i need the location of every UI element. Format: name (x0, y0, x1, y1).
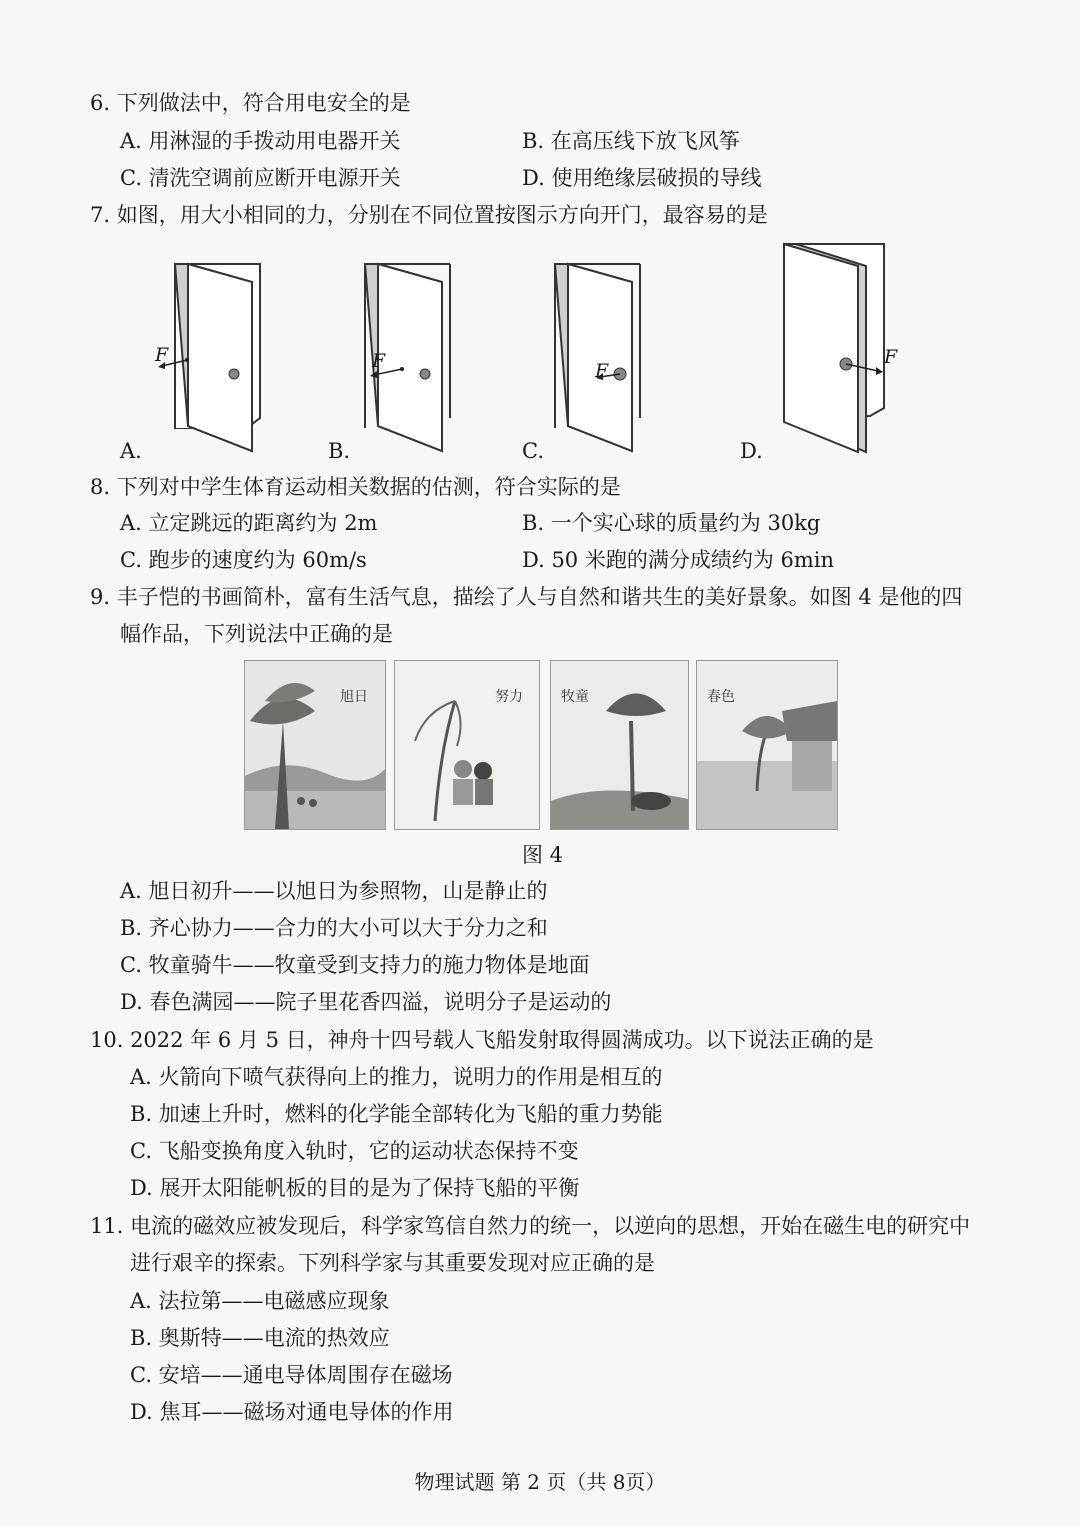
q11-option-d: D. 焦耳——磁场对通电导体的作用 (130, 1400, 454, 1424)
q11-option-c: C. 安培——通电导体周围存在磁场 (130, 1363, 453, 1387)
q9-option-c: C. 牧童骑牛——牧童受到支持力的施力物体是地面 (120, 953, 590, 977)
page-footer: 物理试题 第 2 页（共 8页） (414, 1470, 666, 1494)
svg-text:牧童: 牧童 (561, 689, 589, 705)
door-label-c: C. (522, 439, 544, 463)
force-label-a: F (155, 344, 169, 366)
door-d-figure (784, 244, 884, 452)
force-label-d: F (884, 346, 898, 368)
painting-sunrise (244, 660, 386, 830)
q11-stem-line1: 11. 电流的磁效应被发现后，科学家笃信自然力的统一，以逆向的思想，开始在磁生电的研究中 (90, 1214, 971, 1238)
q9-option-d: D. 春色满园——院子里花香四溢，说明分子是运动的 (120, 990, 612, 1014)
q7-stem: 7. 如图，用大小相同的力，分别在不同位置按图示方向开门，最容易的是 (90, 203, 768, 227)
q8-stem: 8. 下列对中学生体育运动相关数据的估测，符合实际的是 (90, 475, 621, 499)
q10-option-a: A. 火箭向下喷气获得向上的推力，说明力的作用是相互的 (130, 1065, 663, 1089)
q6-stem: 6. 下列做法中，符合用电安全的是 (90, 91, 411, 115)
door-c-figure (555, 264, 640, 451)
figure-4-caption: 图 4 (522, 843, 564, 867)
q8-option-d: D. 50 米跑的满分成绩约为 6min (522, 548, 835, 572)
q6-option-d: D. 使用绝缘层破损的导线 (522, 166, 762, 190)
force-label-b: F (372, 350, 386, 372)
q8-option-a: A. 立定跳远的距离约为 2m (120, 511, 378, 535)
door-label-a: A. (120, 439, 142, 463)
q9-stem-line1: 9. 丰子恺的书画简朴，富有生活气息，描绘了人与自然和谐共生的美好景象。如图 4 是他的四 (90, 585, 963, 609)
q8-option-b: B. 一个实心球的质量约为 30kg (522, 511, 821, 535)
door-label-b: B. (328, 439, 351, 463)
q10-option-b: B. 加速上升时，燃料的化学能全部转化为飞船的重力势能 (130, 1102, 663, 1126)
q6-option-a: A. 用淋湿的手拨动用电器开关 (120, 129, 401, 153)
painting-together (394, 660, 540, 830)
door-figures (140, 236, 920, 466)
door-a-figure (158, 264, 260, 451)
svg-text:旭日: 旭日 (340, 689, 368, 705)
svg-text:努力: 努力 (495, 689, 523, 705)
svg-text:春色: 春色 (707, 689, 735, 705)
force-label-c: F (595, 360, 609, 382)
q6-option-b: B. 在高压线下放飞风筝 (522, 129, 740, 153)
q10-stem: 10. 2022 年 6 月 5 日，神舟十四号载人飞船发射取得圆满成功。以下说法正确的是 (90, 1028, 874, 1052)
door-label-d: D. (740, 439, 763, 463)
q11-option-b: B. 奥斯特——电流的热效应 (130, 1326, 390, 1350)
q10-option-c: C. 飞船变换角度入轨时，它的运动状态保持不变 (130, 1139, 579, 1163)
q11-stem-line2: 进行艰辛的探索。下列科学家与其重要发现对应正确的是 (130, 1251, 655, 1275)
q9-stem-line2: 幅作品，下列说法中正确的是 (120, 622, 393, 646)
q8-option-c: C. 跑步的速度约为 60m/s (120, 548, 367, 572)
painting-cowherd (550, 660, 689, 830)
q11-option-a: A. 法拉第——电磁感应现象 (130, 1289, 390, 1313)
q6-option-c: C. 清洗空调前应断开电源开关 (120, 166, 401, 190)
painting-spring-garden (696, 660, 838, 830)
q9-option-a: A. 旭日初升——以旭日为参照物，山是静止的 (120, 879, 548, 903)
q10-option-d: D. 展开太阳能帆板的目的是为了保持飞船的平衡 (130, 1176, 580, 1200)
q9-option-b: B. 齐心协力——合力的大小可以大于分力之和 (120, 916, 548, 940)
